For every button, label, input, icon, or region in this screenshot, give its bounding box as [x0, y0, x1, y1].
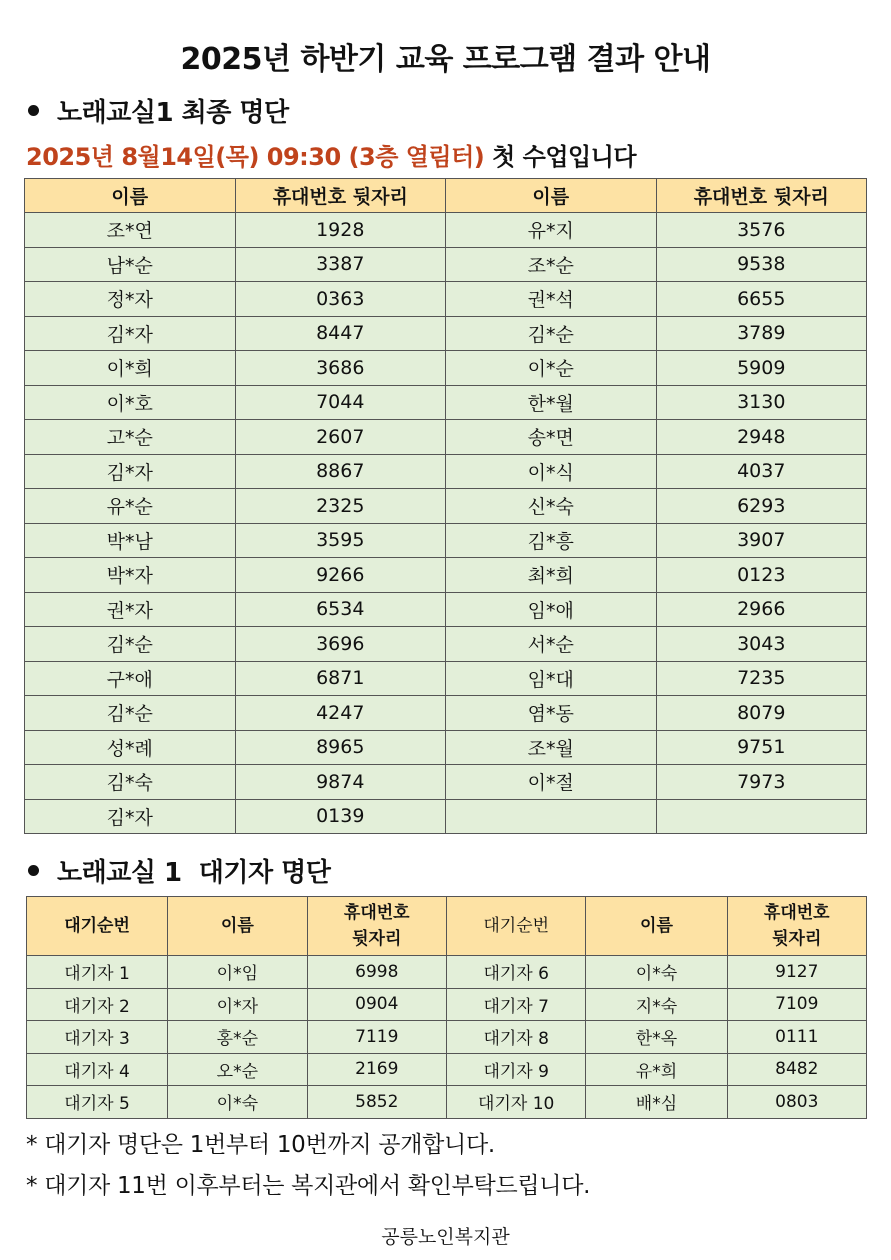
table-cell: 정*자: [25, 282, 236, 317]
table-row: [27, 1021, 867, 1054]
table-cell: 대기자 8: [446, 1021, 585, 1054]
table-cell: 0111: [727, 1021, 866, 1054]
table-cell: [656, 799, 867, 834]
table-cell: 8079: [656, 696, 867, 731]
table-cell: 0904: [307, 988, 446, 1021]
table-cell: 이*식: [446, 454, 657, 489]
table-row: [25, 696, 867, 731]
table-cell: 9874: [235, 765, 446, 800]
table-cell: 유*희: [586, 1053, 727, 1086]
table-cell: 김*자: [25, 316, 236, 351]
table-cell: 대기자 10: [446, 1086, 585, 1119]
table-cell: 임*애: [446, 592, 657, 627]
table-row: [25, 489, 867, 524]
table-cell: 서*순: [446, 627, 657, 662]
footnote-public-range: * 대기자 명단은 1번부터 10번까지 공개합니다.: [26, 1132, 495, 1158]
table-cell: 7973: [656, 765, 867, 800]
table-cell: 6655: [656, 282, 867, 317]
table-row: [25, 661, 867, 696]
table-cell: 2325: [235, 489, 446, 524]
table-row: [25, 730, 867, 765]
table-cell: 조*순: [446, 247, 657, 282]
table-cell: 3043: [656, 627, 867, 662]
table-cell: 3789: [656, 316, 867, 351]
table-cell: 권*석: [446, 282, 657, 317]
class-start-text: 첫 수업입니다: [484, 143, 637, 171]
bullet-icon: [28, 865, 39, 876]
table-cell: 조*월: [446, 730, 657, 765]
table-cell: 김*숙: [25, 765, 236, 800]
table-cell: 8447: [235, 316, 446, 351]
table-cell: 김*순: [446, 316, 657, 351]
column-header: 휴대번호 뒷자리: [307, 897, 446, 956]
table-row: [25, 799, 867, 834]
table-cell: 송*면: [446, 420, 657, 455]
table-cell: 이*자: [168, 988, 307, 1021]
table-cell: 8965: [235, 730, 446, 765]
table-cell: 이*임: [168, 956, 307, 989]
table-row: [25, 385, 867, 420]
header-row: [25, 179, 867, 213]
table-cell: 8867: [235, 454, 446, 489]
table-row: [25, 558, 867, 593]
column-header: 휴대번호 뒷자리: [727, 897, 866, 956]
table-cell: 6871: [235, 661, 446, 696]
column-header: 이름: [25, 179, 236, 213]
table-cell: 0363: [235, 282, 446, 317]
table-row: [25, 282, 867, 317]
table-cell: 6534: [235, 592, 446, 627]
table-cell: 9127: [727, 956, 866, 989]
table-cell: 대기자 2: [27, 988, 168, 1021]
table-cell: 2948: [656, 420, 867, 455]
table-row: [25, 454, 867, 489]
table-cell: 한*월: [446, 385, 657, 420]
table-cell: 유*순: [25, 489, 236, 524]
table-cell: 최*희: [446, 558, 657, 593]
table-cell: 조*연: [25, 213, 236, 248]
table-row: [25, 765, 867, 800]
table-cell: 9266: [235, 558, 446, 593]
table-cell: 유*지: [446, 213, 657, 248]
table-cell: 2607: [235, 420, 446, 455]
table-cell: 이*숙: [168, 1086, 307, 1119]
table-cell: 7044: [235, 385, 446, 420]
column-header: 대기순번: [27, 897, 168, 956]
table-cell: [446, 799, 657, 834]
bullet-icon: [28, 105, 39, 116]
table-cell: 대기자 1: [27, 956, 168, 989]
table-row: [25, 351, 867, 386]
section-waitlist-title: 노래교실 1 대기자 명단: [57, 858, 331, 888]
table-cell: 구*애: [25, 661, 236, 696]
table-cell: 4247: [235, 696, 446, 731]
table-cell: 5909: [656, 351, 867, 386]
table-cell: 대기자 9: [446, 1053, 585, 1086]
table-cell: 배*심: [586, 1086, 727, 1119]
waitlist-header: [27, 897, 867, 956]
section-final-heading: [28, 92, 289, 129]
table-row: [25, 213, 867, 248]
final-list-header: [25, 179, 867, 213]
table-cell: 권*자: [25, 592, 236, 627]
table-row: [25, 420, 867, 455]
table-cell: 대기자 6: [446, 956, 585, 989]
table-cell: 대기자 5: [27, 1086, 168, 1119]
table-cell: 7235: [656, 661, 867, 696]
table-cell: 지*숙: [586, 988, 727, 1021]
table-cell: 0139: [235, 799, 446, 834]
footnote-contact: * 대기자 11번 이후부터는 복지관에서 확인부탁드립니다.: [26, 1173, 591, 1199]
table-cell: 8482: [727, 1053, 866, 1086]
table-cell: 남*순: [25, 247, 236, 282]
table-row: [25, 316, 867, 351]
column-header: 휴대번호 뒷자리: [656, 179, 867, 213]
table-row: [25, 523, 867, 558]
table-cell: 3130: [656, 385, 867, 420]
table-cell: 이*희: [25, 351, 236, 386]
table-cell: 대기자 7: [446, 988, 585, 1021]
table-cell: 고*순: [25, 420, 236, 455]
table-cell: 3387: [235, 247, 446, 282]
section-waitlist-heading: [28, 852, 330, 889]
page-title: 2025년 하반기 교육 프로그램 결과 안내: [180, 42, 711, 77]
table-cell: 김*자: [25, 454, 236, 489]
table-row: [27, 956, 867, 989]
table-cell: 김*자: [25, 799, 236, 834]
organization-name: 공릉노인복지관: [381, 1226, 510, 1248]
table-cell: 2169: [307, 1053, 446, 1086]
table-cell: 3696: [235, 627, 446, 662]
table-cell: 3576: [656, 213, 867, 248]
table-cell: 오*순: [168, 1053, 307, 1086]
table-cell: 김*순: [25, 627, 236, 662]
column-header: 이름: [586, 897, 727, 956]
table-cell: 대기자 3: [27, 1021, 168, 1054]
final-list-body: [25, 213, 867, 834]
section-final-title: 노래교실1 최종 명단: [57, 98, 289, 128]
table-cell: 4037: [656, 454, 867, 489]
table-row: [25, 592, 867, 627]
final-list-table: [24, 178, 867, 834]
waitlist-body: [27, 956, 867, 1119]
table-cell: 3595: [235, 523, 446, 558]
table-row: [27, 988, 867, 1021]
table-cell: 신*숙: [446, 489, 657, 524]
table-cell: 염*동: [446, 696, 657, 731]
table-row: [27, 1086, 867, 1119]
class-start-notice: [26, 137, 636, 172]
table-row: [25, 247, 867, 282]
table-cell: 6293: [656, 489, 867, 524]
table-cell: 7119: [307, 1021, 446, 1054]
header-row: [27, 897, 867, 956]
table-cell: 3686: [235, 351, 446, 386]
table-cell: 김*순: [25, 696, 236, 731]
table-row: [27, 1053, 867, 1086]
table-cell: 임*대: [446, 661, 657, 696]
table-cell: 성*례: [25, 730, 236, 765]
table-cell: 5852: [307, 1086, 446, 1119]
column-header: 이름: [446, 179, 657, 213]
table-cell: 1928: [235, 213, 446, 248]
table-cell: 이*호: [25, 385, 236, 420]
table-cell: 한*옥: [586, 1021, 727, 1054]
table-cell: 대기자 4: [27, 1053, 168, 1086]
waitlist-table: [26, 896, 867, 1119]
table-cell: 9751: [656, 730, 867, 765]
table-cell: 0803: [727, 1086, 866, 1119]
table-cell: 이*순: [446, 351, 657, 386]
table-cell: 6998: [307, 956, 446, 989]
table-cell: 홍*순: [168, 1021, 307, 1054]
table-cell: 박*자: [25, 558, 236, 593]
table-cell: 김*흥: [446, 523, 657, 558]
table-cell: 2966: [656, 592, 867, 627]
table-cell: 이*숙: [586, 956, 727, 989]
class-start-date: 2025년 8월14일(목) 09:30 (3층 열림터): [26, 143, 485, 171]
column-header: 휴대번호 뒷자리: [235, 179, 446, 213]
column-header: 대기순번: [446, 897, 585, 956]
table-cell: 7109: [727, 988, 866, 1021]
table-row: [25, 627, 867, 662]
table-cell: 이*절: [446, 765, 657, 800]
table-cell: 3907: [656, 523, 867, 558]
table-cell: 0123: [656, 558, 867, 593]
column-header: 이름: [168, 897, 307, 956]
table-cell: 9538: [656, 247, 867, 282]
table-cell: 박*남: [25, 523, 236, 558]
